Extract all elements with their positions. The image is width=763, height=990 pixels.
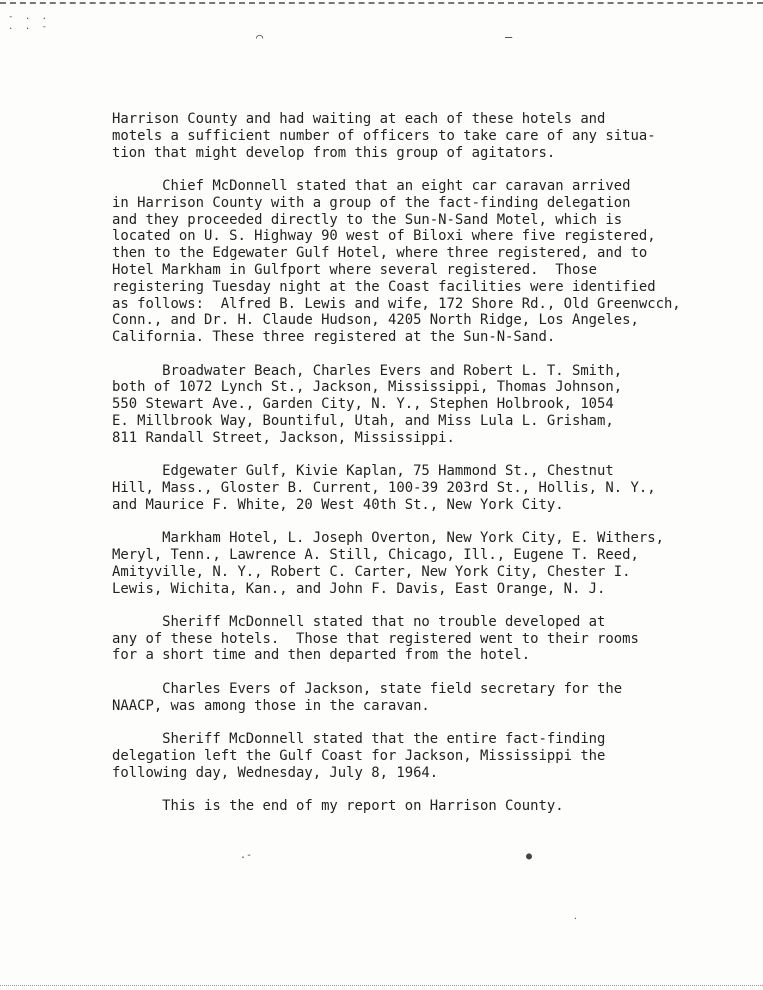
- text-line: located on U. S. Highway 90 west of Biloxi where five registered,: [112, 228, 656, 245]
- text-line: Conn., and Dr. H. Claude Hudson, 4205 North Ridge, Los Angeles,: [112, 312, 639, 329]
- text-line: Markham Hotel, L. Joseph Overton, New York City, E. Withers,: [112, 530, 664, 547]
- text-line: Chief McDonnell stated that an eight car caravan arrived: [112, 177, 631, 194]
- text-line: for a short time and then departed from the hotel.: [112, 647, 531, 664]
- top-border: [0, 2, 763, 4]
- scan-mark: ⌒: [256, 30, 264, 44]
- text-line: E. Millbrook Way, Bountiful, Utah, and Miss Lula L. Grisham,: [112, 412, 614, 429]
- paragraph-p7: [112, 681, 732, 715]
- text-line: following day, Wednesday, July 8, 1964.: [112, 764, 439, 781]
- paragraph-p5: [112, 530, 732, 597]
- text-line: and Maurice F. White, 20 West 40th St., New York City.: [112, 496, 564, 513]
- text-line: Amityville, N. Y., Robert C. Carter, New York City, Chester I.: [112, 563, 631, 580]
- text-line: Hotel Markham in Gulfport where several registered. Those: [112, 261, 598, 278]
- text-line: in Harrison County with a group of the fact-finding delegation: [112, 194, 631, 211]
- paragraph-p1: [112, 111, 732, 161]
- text-line: 811 Randall Street, Jackson, Mississippi.: [112, 429, 455, 446]
- text-line: registering Tuesday night at the Coast facilities were identified: [112, 278, 656, 295]
- text-line: This is the end of my report on Harrison County.: [112, 798, 564, 815]
- paragraph-p4: [112, 463, 732, 513]
- text-line: NAACP, was among those in the caravan.: [112, 697, 430, 714]
- text-line: Hill, Mass., Gloster B. Current, 100-39 203rd St., Hollis, N. Y.,: [112, 479, 656, 496]
- paragraph-p2: [112, 178, 732, 346]
- text-line: Sheriff McDonnell stated that the entire fact-finding: [112, 731, 606, 748]
- paragraph-p6: [112, 614, 732, 664]
- text-line: 550 Stewart Ave., Garden City, N. Y., Stephen Holbrook, 1054: [112, 396, 614, 413]
- text-line: Harrison County and had waiting at each of these hotels and: [112, 111, 606, 127]
- text-line: Broadwater Beach, Charles Evers and Robert L. T. Smith,: [112, 362, 623, 379]
- text-line: Meryl, Tenn., Lawrence A. Still, Chicago, Ill., Eugene T. Reed,: [112, 546, 639, 563]
- scan-mark: .: [573, 912, 578, 921]
- bottom-border: [0, 985, 763, 986]
- text-line: delegation left the Gulf Coast for Jackson, Mississippi the: [112, 747, 606, 764]
- scan-mark: .-: [240, 850, 253, 861]
- text-line: as follows: Alfred B. Lewis and wife, 172 Shore Rd., Old Greenwcch,: [112, 295, 681, 312]
- scan-mark: ●: [526, 851, 533, 862]
- text-line: any of these hotels. Those that registered went to their rooms: [112, 630, 639, 647]
- text-line: Charles Evers of Jackson, state field secretary for the: [112, 680, 623, 697]
- document-body: [112, 111, 732, 831]
- text-line: motels a sufficient number of officers to take care of any situa-: [112, 127, 656, 144]
- scan-specks: - . . . . -: [8, 12, 51, 32]
- text-line: California. These three registered at the Sun-N-Sand.: [112, 329, 556, 346]
- text-line: both of 1072 Lynch St., Jackson, Mississippi, Thomas Johnson,: [112, 379, 623, 396]
- text-line: Sheriff McDonnell stated that no trouble developed at: [112, 613, 606, 630]
- text-line: Edgewater Gulf, Kivie Kaplan, 75 Hammond St., Chestnut: [112, 463, 614, 480]
- paragraph-p9: [112, 798, 732, 815]
- scan-mark: —: [505, 30, 513, 44]
- paragraph-p8: [112, 731, 732, 781]
- paragraph-p3: [112, 363, 732, 447]
- text-line: Lewis, Wichita, Kan., and John F. Davis, East Orange, N. J.: [112, 580, 606, 597]
- text-line: and they proceeded directly to the Sun-N-Sand Motel, which is: [112, 211, 623, 228]
- text-line: tion that might develop from this group of agitators.: [112, 144, 556, 161]
- text-line: then to the Edgewater Gulf Hotel, where three registered, and to: [112, 245, 648, 262]
